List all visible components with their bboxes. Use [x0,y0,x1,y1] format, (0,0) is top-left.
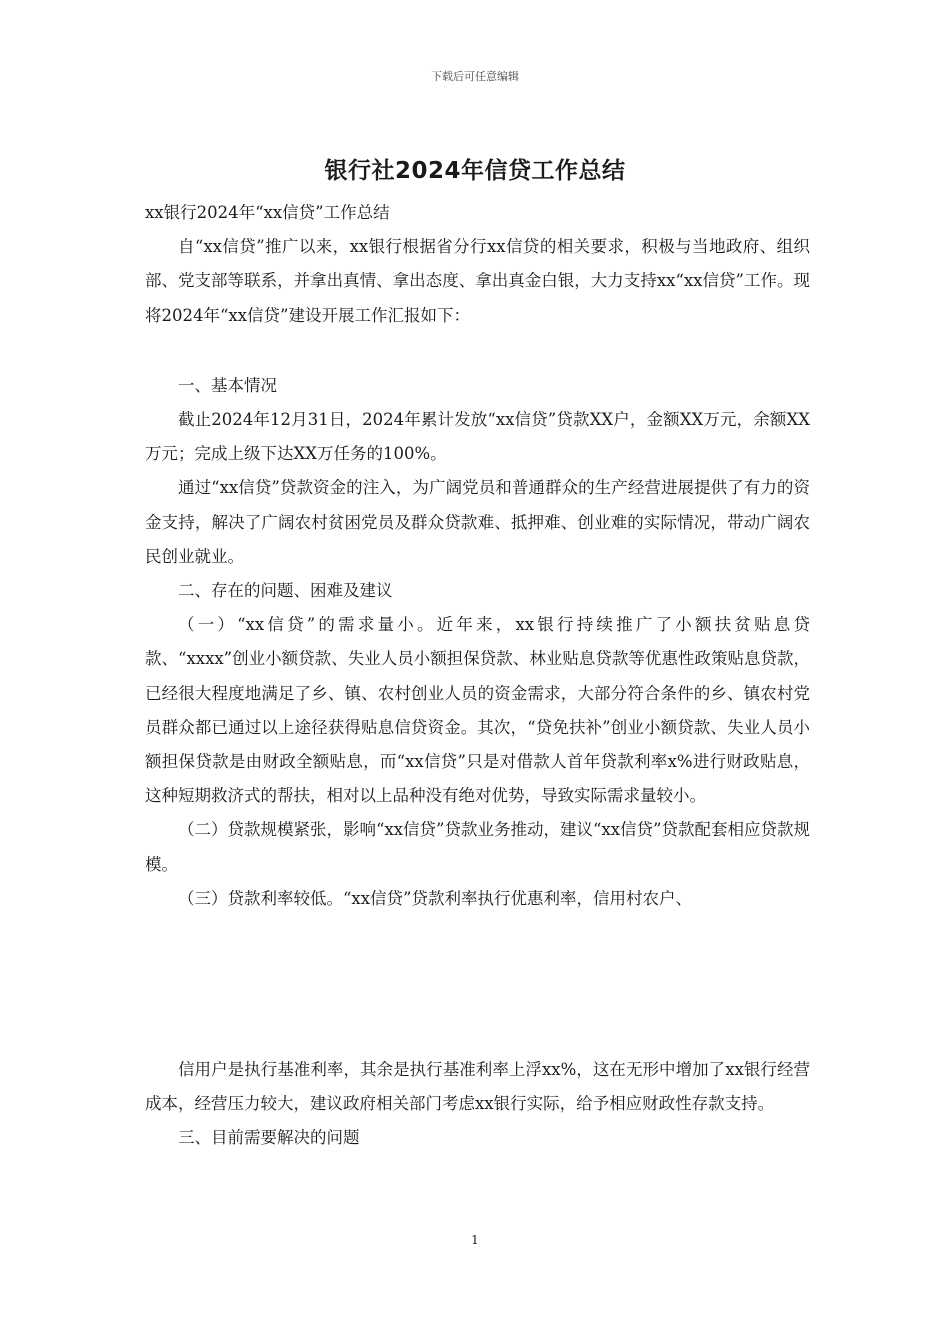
paragraph-gap [145,333,810,369]
document-title: 银行社2024年信贷工作总结 [324,158,626,184]
section-heading-3: 三、目前需要解决的问题 [178,1128,360,1148]
section-heading-2: 二、存在的问题、困难及建议 [178,581,393,601]
paragraph-problem-2: （二）贷款规模紧张，影响“xx信贷”贷款业务推动，建议“xx信贷”贷款配套相应贷款规模。 [145,820,810,874]
header-note: 下载后可任意编辑 [431,70,519,83]
paragraph-basic-situation: 截止2024年12月31日，2024年累计发放“xx信贷”贷款XX户，金额XX万元，余额XX万元；完成上级下达XX万任务的100%。 [145,410,810,464]
paragraph-problem-3-continued: 信用户是执行基准利率，其余是执行基准利率上浮xx%，这在无形中增加了xx银行经营成本，经营压力较大，建议政府相关部门考虑xx银行实际，给予相应财政性存款支持。 [145,1060,810,1114]
paragraph-intro: 自“xx信贷”推广以来，xx银行根据省分行xx信贷的相关要求，积极与当地政府、组织部、党支部等联系，并拿出真情、拿出态度、拿出真金白银，大力支持xx“xx信贷”工作。现将2024年“xx信贷”建设开展工作汇报如下： [145,237,810,325]
paragraph-funding-impact: 通过“xx信贷”贷款资金的注入，为广阔党员和普通群众的生产经营进展提供了有力的资金支持，解决了广阔农村贫困党员及群众贷款难、抵押难、创业难的实际情况，带动广阔农民创业就业。 [145,478,810,566]
document-subtitle: xx银行2024年“xx信贷”工作总结 [145,203,390,222]
document-body-bottom [145,1053,810,1156]
document-body-top [145,196,810,916]
paragraph-problem-1: （一）“xx信贷”的需求量小。近年来，xx银行持续推广了小额扶贫贴息贷款、“xxxx”创业小额贷款、失业人员小额担保贷款、林业贴息贷款等优惠性政策贴息贷款，已经很大程度地满足了乡、镇、农村创业人员的资金需求，大部分符合条件的乡、镇农村党员群众都已通过以上途径获得贴息信贷资金。其次，“贷免扶补”创业小额贷款、失业人员小额担保贷款是由财政全额贴息，而“xx信贷”只是对借款人首年贷款利率x%进行财政贴息，这种短期救济式的帮扶，相对以上品种没有绝对优势，导致实际需求量较小。 [145,615,810,806]
paragraph-problem-3: （三）贷款利率较低。“xx信贷”贷款利率执行优惠利率，信用村农户、 [178,888,692,908]
section-heading-1: 一、基本情况 [178,375,277,395]
page-number: 1 [471,1233,479,1247]
